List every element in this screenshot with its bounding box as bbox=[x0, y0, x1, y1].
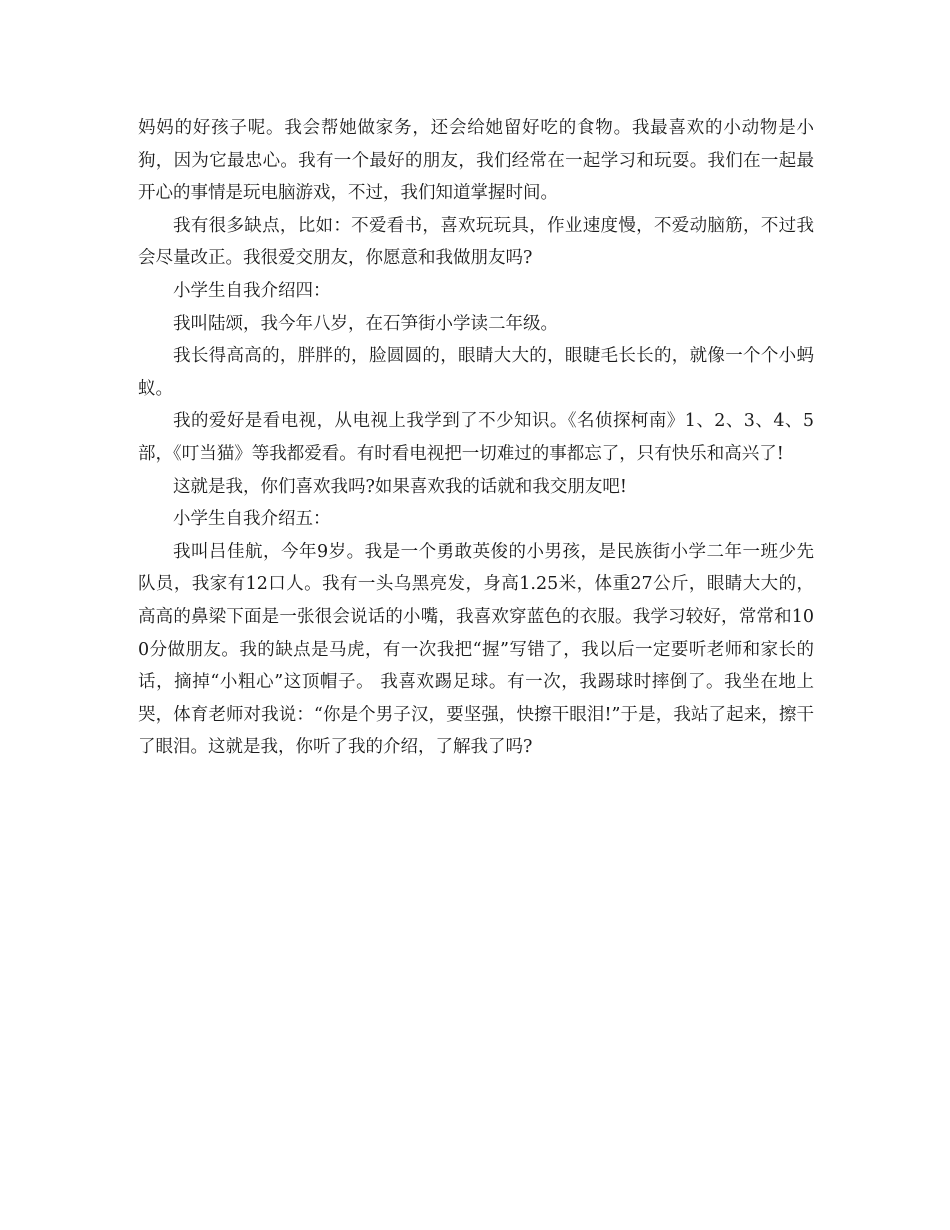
paragraph: 我叫陆颂，我今年八岁，在石笋街小学读二年级。 bbox=[173, 313, 558, 334]
section-heading: 小学生自我介绍五： bbox=[173, 509, 331, 530]
paragraph: 我的爱好是看电视，从电视上我学到了不少知识。《名侦探柯南》1、2、3、4、5部，《叮当猫》等我都爱看。有时看电视把一切难过的事都忘了，只有快乐和高兴了! bbox=[138, 411, 814, 464]
paragraph: 妈妈的好孩子呢。我会帮她做家务，还会给她留好吃的食物。我最喜欢的小动物是小狗，因为它最忠心。我有一个最好的朋友，我们经常在一起学习和玩耍。我们在一起最开心的事情是玩电脑游戏，不过，我们知道掌握时间。 bbox=[138, 118, 814, 204]
section-heading: 小学生自我介绍四： bbox=[173, 280, 331, 301]
paragraph: 这就是我，你们喜欢我吗?如果喜欢我的话就和我交朋友吧! bbox=[173, 476, 627, 497]
paragraph: 我叫吕佳航，今年9岁。我是一个勇敢英俊的小男孩，是民族街小学二年一班少先队员，我家有12口人。我有一头乌黑亮发，身高1.25米，体重27公斤，眼睛大大的，高高的鼻梁下面是一张很会说话的小嘴，我喜欢穿蓝色的衣服。我学习较好，常常和100分做朋友。我的缺点是马虎，有一次我把“握”写错了，我以后一定要听老师和家长的话，摘掉“小粗心”这顶帽子。 我喜欢踢足球。有一次，我踢球时摔倒了。我坐在地上哭，体育老师对我说：“你是个男子汉，要坚强，快擦干眼泪!”于是，我站了起来，擦干了眼泪。这就是我，你听了我的介绍，了解我了吗? bbox=[138, 541, 814, 758]
document-body bbox=[138, 112, 814, 764]
paragraph: 我有很多缺点，比如：不爱看书，喜欢玩玩具，作业速度慢，不爱动脑筋，不过我会尽量改正。我很爱交朋友，你愿意和我做朋友吗? bbox=[138, 215, 814, 269]
paragraph: 我长得高高的，胖胖的，脸圆圆的，眼睛大大的，眼睫毛长长的，就像一个个小蚂蚁。 bbox=[138, 346, 814, 399]
